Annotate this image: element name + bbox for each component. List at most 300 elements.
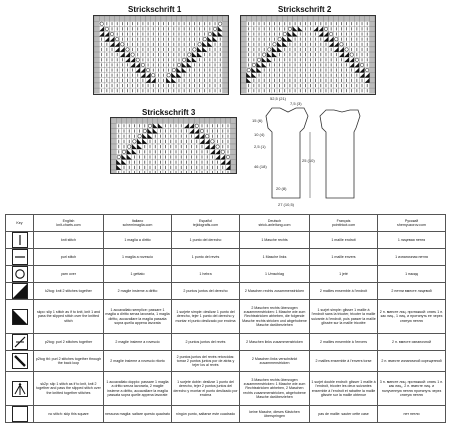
chart-cell bbox=[370, 52, 375, 57]
chart-cell bbox=[262, 21, 267, 26]
chart-cell bbox=[94, 62, 99, 67]
chart-cell bbox=[140, 42, 145, 47]
chart-cell bbox=[365, 68, 370, 73]
chart-cell bbox=[153, 118, 158, 123]
chart-cell bbox=[184, 118, 189, 123]
chart-cell bbox=[267, 37, 272, 42]
chart-cell bbox=[246, 57, 251, 62]
chart-cell bbox=[147, 139, 152, 144]
chart-cell bbox=[313, 31, 318, 36]
chart-cell bbox=[104, 68, 109, 73]
chart-cell bbox=[161, 31, 166, 36]
chart-cell bbox=[146, 37, 151, 42]
chart-cell bbox=[115, 73, 120, 78]
chart-cell bbox=[202, 88, 207, 93]
chart-cell bbox=[111, 139, 116, 144]
chart-cell bbox=[241, 78, 246, 83]
chart-cell bbox=[115, 21, 120, 26]
chart-cell bbox=[308, 73, 313, 78]
chart-cell bbox=[262, 52, 267, 57]
chart-cell bbox=[166, 52, 171, 57]
chart-cell bbox=[94, 16, 99, 21]
chart-cell bbox=[359, 62, 364, 67]
chart-cell bbox=[140, 62, 145, 67]
chart-cell bbox=[120, 47, 125, 52]
chart-cell bbox=[323, 68, 328, 73]
chart-cell bbox=[210, 134, 215, 139]
chart-cell bbox=[151, 31, 156, 36]
chart-cell bbox=[104, 16, 109, 21]
chart-cell bbox=[282, 62, 287, 67]
chart-cell bbox=[210, 170, 215, 173]
legend-col-italiano: Italiano schemimaglia.com bbox=[104, 215, 172, 232]
chart-cell bbox=[151, 37, 156, 42]
chart-cell bbox=[225, 144, 230, 149]
chart-cell bbox=[344, 42, 349, 47]
chart-cell bbox=[218, 26, 223, 31]
chart-cell bbox=[99, 21, 104, 26]
chart-cell bbox=[207, 68, 212, 73]
legend-cell-english: yarn over bbox=[34, 266, 104, 283]
chart-cell bbox=[197, 37, 202, 42]
chart-cell bbox=[277, 31, 282, 36]
chart-cell bbox=[115, 62, 120, 67]
chart-cell bbox=[109, 16, 114, 21]
chart-cell bbox=[251, 83, 256, 88]
chart-cell bbox=[202, 73, 207, 78]
chart-cell bbox=[187, 52, 192, 57]
chart-cell bbox=[120, 31, 125, 36]
chart-cell bbox=[241, 88, 246, 93]
chart-cell bbox=[94, 31, 99, 36]
chart-cell bbox=[142, 160, 147, 165]
chart-cell bbox=[171, 26, 176, 31]
chart-cell bbox=[223, 26, 228, 31]
chart-cell bbox=[365, 47, 370, 52]
chart-cell bbox=[120, 26, 125, 31]
chart-cell bbox=[163, 118, 168, 123]
chart-cell bbox=[168, 118, 173, 123]
chart-cell bbox=[212, 62, 217, 67]
chart-cell bbox=[293, 26, 298, 31]
chart-cell bbox=[147, 123, 152, 128]
chart-cell bbox=[179, 118, 184, 123]
chart-cell bbox=[359, 31, 364, 36]
chart-cell bbox=[151, 57, 156, 62]
chart-cell bbox=[365, 31, 370, 36]
chart-cell bbox=[156, 83, 161, 88]
chart-cell bbox=[339, 31, 344, 36]
chart-cell bbox=[197, 47, 202, 52]
chart-cell bbox=[218, 21, 223, 26]
chart-cell bbox=[334, 62, 339, 67]
chart-cell bbox=[156, 21, 161, 26]
chart-cell bbox=[146, 16, 151, 21]
chart-cell bbox=[329, 73, 334, 78]
chart-cell bbox=[158, 154, 163, 159]
chart-cell bbox=[161, 57, 166, 62]
chart-cell bbox=[272, 62, 277, 67]
chart-cell bbox=[359, 42, 364, 47]
chart-cell bbox=[125, 47, 130, 52]
chart-cell bbox=[223, 73, 228, 78]
chart-cell bbox=[218, 68, 223, 73]
chart-cell bbox=[277, 37, 282, 42]
chart-cell bbox=[207, 47, 212, 52]
chart-cell bbox=[241, 31, 246, 36]
legend-cell-deutsch: 3 Maschen rechts überzogen zusammenstricken: 1 Masche wie zum Rechtsstricken abheben, 2 Maschen rechts zusammenstricken, abgehobene Masche darüberziehen bbox=[240, 372, 310, 406]
chart-cell bbox=[210, 160, 215, 165]
chart-cell bbox=[111, 118, 116, 123]
chart-cell bbox=[298, 21, 303, 26]
chart-cell bbox=[344, 78, 349, 83]
chart-cell bbox=[220, 118, 225, 123]
chart-cell bbox=[298, 26, 303, 31]
chart-cell bbox=[135, 37, 140, 42]
chart-cell bbox=[207, 37, 212, 42]
chart-cell bbox=[189, 154, 194, 159]
chart-cell bbox=[202, 52, 207, 57]
chart-cell bbox=[109, 37, 114, 42]
chart-cell bbox=[277, 73, 282, 78]
chart-cell bbox=[256, 73, 261, 78]
chart-cell bbox=[267, 26, 272, 31]
chart-cell bbox=[313, 57, 318, 62]
chart-cell bbox=[121, 128, 126, 133]
chart-cell bbox=[241, 57, 246, 62]
chart-cell bbox=[153, 128, 158, 133]
chart-cell bbox=[115, 37, 120, 42]
chart-cell bbox=[344, 68, 349, 73]
chart-cell bbox=[205, 154, 210, 159]
chart-cell bbox=[272, 16, 277, 21]
chart-cell bbox=[207, 57, 212, 62]
chart-cell bbox=[241, 62, 246, 67]
chart-cell bbox=[158, 144, 163, 149]
chart-cell bbox=[153, 134, 158, 139]
chart-cell bbox=[116, 160, 121, 165]
chart-cell bbox=[344, 47, 349, 52]
chart-cell bbox=[359, 68, 364, 73]
chart-cell bbox=[231, 170, 236, 173]
chart-cell bbox=[344, 73, 349, 78]
chart-cell bbox=[130, 62, 135, 67]
chart-cell bbox=[365, 37, 370, 42]
chart-cell bbox=[161, 52, 166, 57]
chart-cell bbox=[277, 57, 282, 62]
chart-cell bbox=[166, 37, 171, 42]
chart-cell bbox=[349, 73, 354, 78]
chart-cell bbox=[231, 149, 236, 154]
legend-row bbox=[6, 266, 446, 283]
chart-cell bbox=[104, 37, 109, 42]
chart-cell bbox=[282, 16, 287, 21]
chart-cell bbox=[225, 160, 230, 165]
chart-cell bbox=[262, 37, 267, 42]
chart-cell bbox=[173, 154, 178, 159]
chart-cell bbox=[156, 52, 161, 57]
chart-cell bbox=[197, 31, 202, 36]
chart-cell bbox=[184, 149, 189, 154]
legend-key-cell bbox=[6, 372, 34, 406]
legend-cell-deutsch: 2 Maschen links verschränkt zusammenstricken bbox=[240, 351, 310, 372]
chart-cell bbox=[161, 26, 166, 31]
chart-cell bbox=[121, 170, 126, 173]
purl-stitch-icon bbox=[12, 249, 28, 265]
chart-cell bbox=[135, 73, 140, 78]
chart-cell bbox=[256, 26, 261, 31]
chart-cell bbox=[166, 47, 171, 52]
chart-cell bbox=[132, 160, 137, 165]
chart-cell bbox=[179, 134, 184, 139]
chart-cell bbox=[132, 118, 137, 123]
chart-cell bbox=[135, 83, 140, 88]
chart-cell bbox=[205, 128, 210, 133]
chart-cell bbox=[130, 37, 135, 42]
chart-cell bbox=[130, 42, 135, 47]
chart-cell bbox=[179, 149, 184, 154]
legend-cell-francais: 1 maille endroit bbox=[310, 232, 378, 249]
chart-cell bbox=[182, 73, 187, 78]
chart-cell bbox=[161, 21, 166, 26]
chart-cell bbox=[334, 73, 339, 78]
chart-cell bbox=[137, 165, 142, 170]
chart-cell bbox=[241, 68, 246, 73]
chart-cell bbox=[173, 123, 178, 128]
chart-cell bbox=[176, 31, 181, 36]
legend-row bbox=[6, 249, 446, 266]
chart-cell bbox=[223, 47, 228, 52]
chart-cell bbox=[231, 128, 236, 133]
chart-cell bbox=[125, 31, 130, 36]
chart-cell bbox=[104, 88, 109, 93]
chart-cell bbox=[158, 134, 163, 139]
chart-cell bbox=[318, 62, 323, 67]
chart-cell bbox=[262, 16, 267, 21]
chart-cell bbox=[202, 26, 207, 31]
chart-cell bbox=[115, 42, 120, 47]
chart-cell bbox=[329, 47, 334, 52]
chart-cell bbox=[132, 134, 137, 139]
chart-cell bbox=[140, 37, 145, 42]
chart-cell bbox=[115, 57, 120, 62]
chart-cell bbox=[256, 47, 261, 52]
chart-cell bbox=[176, 68, 181, 73]
chart-cell bbox=[349, 57, 354, 62]
chart-cell bbox=[161, 42, 166, 47]
chart-cell bbox=[140, 78, 145, 83]
chart-cell bbox=[140, 47, 145, 52]
legend-key-cell bbox=[6, 300, 34, 334]
chart-cell bbox=[99, 57, 104, 62]
chart-cell bbox=[121, 160, 126, 165]
chart-cell bbox=[220, 154, 225, 159]
chart-cell bbox=[313, 68, 318, 73]
chart-cell bbox=[303, 57, 308, 62]
chart-cell bbox=[173, 149, 178, 154]
chart-cell bbox=[339, 47, 344, 52]
chart-cell bbox=[287, 21, 292, 26]
chart-cell bbox=[349, 47, 354, 52]
chart-cell bbox=[189, 160, 194, 165]
legend-col-key: Key bbox=[6, 215, 34, 232]
chart-cell bbox=[120, 62, 125, 67]
chart-cell bbox=[246, 73, 251, 78]
chart-cell bbox=[176, 52, 181, 57]
chart-cell bbox=[130, 73, 135, 78]
chart-cell bbox=[140, 26, 145, 31]
chart-cell bbox=[344, 21, 349, 26]
legend-cell-italiano: nessuna maglia: saltare questo quadrato bbox=[104, 406, 172, 423]
schematic-label-1: 7,5 (3) bbox=[290, 101, 302, 106]
chart-cell bbox=[339, 73, 344, 78]
chart-cell bbox=[354, 73, 359, 78]
chart-cell bbox=[132, 165, 137, 170]
chart-cell bbox=[197, 62, 202, 67]
chart-cell bbox=[171, 88, 176, 93]
chart-cell bbox=[220, 134, 225, 139]
chart-cell bbox=[272, 68, 277, 73]
chart-cell bbox=[207, 78, 212, 83]
chart-cell bbox=[189, 118, 194, 123]
chart-cell bbox=[212, 83, 217, 88]
chart-cell bbox=[313, 73, 318, 78]
chart-cell bbox=[168, 165, 173, 170]
chart-cell bbox=[308, 52, 313, 57]
chart-cell bbox=[94, 26, 99, 31]
chart-cell bbox=[223, 68, 228, 73]
chart-cell bbox=[179, 154, 184, 159]
chart-cell bbox=[151, 52, 156, 57]
chart-cell bbox=[151, 42, 156, 47]
legend-key-cell bbox=[6, 351, 34, 372]
chart-cell bbox=[241, 42, 246, 47]
chart-cell bbox=[168, 160, 173, 165]
legend-cell-deutsch: 2 Maschen rechts überzogen zusammenstricken: 1 Masche wie zum Rechtsstricken abheben, die folgende Masche rechts stricken und abgehobene Masche darüberziehen bbox=[240, 300, 310, 334]
legend-row bbox=[6, 283, 446, 300]
chart-cell bbox=[163, 160, 168, 165]
chart-cell bbox=[349, 37, 354, 42]
chart-cell bbox=[199, 149, 204, 154]
chart-cell bbox=[176, 42, 181, 47]
chart-cell bbox=[277, 42, 282, 47]
chart-cell bbox=[135, 78, 140, 83]
chart-cell bbox=[267, 31, 272, 36]
chart-cell bbox=[116, 144, 121, 149]
chart-cell bbox=[298, 68, 303, 73]
chart-cell bbox=[99, 37, 104, 42]
chart-cell bbox=[146, 83, 151, 88]
chart-cell bbox=[182, 47, 187, 52]
chart-cell bbox=[156, 88, 161, 93]
chart-cell bbox=[287, 47, 292, 52]
chart-cell bbox=[359, 47, 364, 52]
chart-cell bbox=[212, 73, 217, 78]
chart-cell bbox=[282, 47, 287, 52]
chart-cell bbox=[166, 88, 171, 93]
chart-cell bbox=[176, 57, 181, 62]
chart-cell bbox=[184, 170, 189, 173]
chart-cell bbox=[197, 52, 202, 57]
chart-cell bbox=[168, 134, 173, 139]
chart-cell bbox=[339, 62, 344, 67]
chart-cell bbox=[272, 78, 277, 83]
chart-cell bbox=[176, 37, 181, 42]
chart-cell bbox=[277, 26, 282, 31]
chart-cell bbox=[359, 26, 364, 31]
chart-3-grid bbox=[110, 117, 237, 174]
chart-cell bbox=[120, 83, 125, 88]
chart-cell bbox=[287, 31, 292, 36]
chart-cell bbox=[212, 42, 217, 47]
chart-cell bbox=[197, 73, 202, 78]
chart-cell bbox=[166, 62, 171, 67]
chart-cell bbox=[293, 21, 298, 26]
legend-cell-italiano: 1 maglia a diritto bbox=[104, 232, 172, 249]
chart-cell bbox=[182, 88, 187, 93]
chart-cell bbox=[187, 68, 192, 73]
chart-cell bbox=[104, 52, 109, 57]
chart-cell bbox=[215, 128, 220, 133]
chart-cell bbox=[359, 37, 364, 42]
chart-cell bbox=[120, 42, 125, 47]
chart-cell bbox=[308, 26, 313, 31]
chart-cell bbox=[135, 52, 140, 57]
chart-cell bbox=[115, 16, 120, 21]
chart-cell bbox=[142, 139, 147, 144]
chart-cell bbox=[212, 47, 217, 52]
chart-cell bbox=[168, 128, 173, 133]
chart-cell bbox=[120, 73, 125, 78]
chart-cell bbox=[156, 47, 161, 52]
chart-cell bbox=[99, 16, 104, 21]
chart-cell bbox=[334, 21, 339, 26]
chart-cell bbox=[246, 26, 251, 31]
schematic-label-6: 46 (18) bbox=[254, 164, 267, 169]
chart-cell bbox=[334, 83, 339, 88]
chart-cell bbox=[197, 26, 202, 31]
chart-cell bbox=[116, 128, 121, 133]
chart-cell bbox=[256, 31, 261, 36]
chart-cell bbox=[158, 165, 163, 170]
chart-cell bbox=[370, 88, 375, 93]
chart-cell bbox=[215, 134, 220, 139]
chart-cell bbox=[246, 37, 251, 42]
chart-cell bbox=[166, 68, 171, 73]
chart-cell bbox=[197, 68, 202, 73]
chart-cell bbox=[127, 144, 132, 149]
chart-cell bbox=[210, 128, 215, 133]
chart-cell bbox=[116, 123, 121, 128]
chart-cell bbox=[241, 73, 246, 78]
legend-col-deutsch: Deutsch strick-anleitung.com bbox=[240, 215, 310, 232]
chart-cell bbox=[220, 128, 225, 133]
chart-cell bbox=[187, 21, 192, 26]
chart-cell bbox=[359, 21, 364, 26]
chart-cell bbox=[182, 42, 187, 47]
chart-cell bbox=[339, 52, 344, 57]
chart-cell bbox=[161, 73, 166, 78]
chart-cell bbox=[121, 123, 126, 128]
chart-cell bbox=[344, 26, 349, 31]
chart-3-title: Strickschrift 3 bbox=[142, 108, 196, 117]
legend-row bbox=[6, 351, 446, 372]
chart-cell bbox=[147, 170, 152, 173]
legend-col-espanol: Español tejidografis.com bbox=[172, 215, 240, 232]
chart-cell bbox=[192, 88, 197, 93]
chart-cell bbox=[187, 26, 192, 31]
chart-cell bbox=[189, 128, 194, 133]
